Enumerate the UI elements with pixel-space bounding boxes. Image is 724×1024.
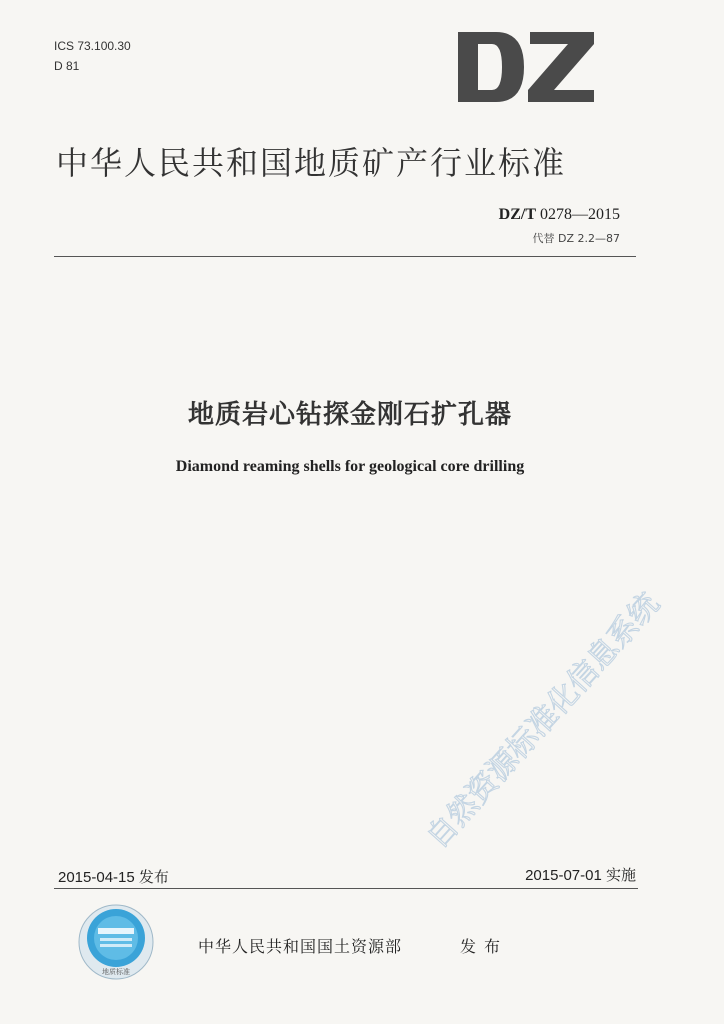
header-divider	[54, 256, 636, 257]
document-title-cn: 地质岩心钻探金刚石扩孔器	[187, 400, 512, 430]
implementation-date: 2015-07-01 实施	[525, 867, 636, 884]
issue-date: 2015-04-15 发布	[58, 869, 169, 886]
standard-number	[499, 206, 620, 224]
replaces-standard: 代替 DZ 2.2—87	[532, 232, 620, 245]
standard-prefix: DZ/T	[498, 206, 536, 223]
footer-divider	[54, 888, 638, 889]
classification-codes	[54, 36, 131, 76]
certification-seal-icon	[78, 904, 154, 980]
publish-label: 发布	[460, 937, 509, 956]
watermark	[420, 520, 724, 880]
ccs-code: D 81	[54, 59, 80, 73]
document-title-en: Diamond reaming shells for geological core drilling	[175, 458, 525, 475]
dz-logo	[456, 30, 596, 104]
industry-standard-title: 中华人民共和国地质矿产行业标准	[56, 144, 567, 182]
standard-code: 0278—2015	[540, 206, 620, 223]
watermark-text: 自然资源标准化信息系统	[420, 586, 667, 856]
seal-text: 地质标准	[102, 968, 130, 976]
publisher: 中华人民共和国国土资源部	[198, 937, 403, 956]
ics-code: ICS 73.100.30	[54, 39, 131, 53]
